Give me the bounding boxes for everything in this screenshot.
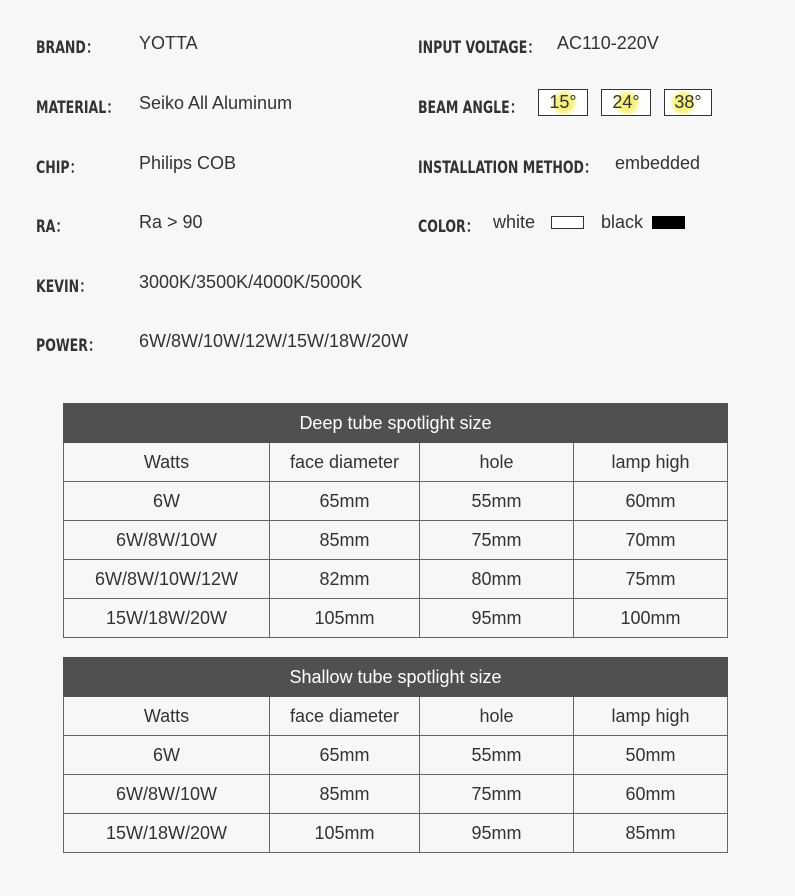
shallow-tube-size-table [63, 657, 728, 853]
brand-value: YOTTA [139, 33, 198, 53]
table-cell: 60mm [574, 482, 728, 521]
input-voltage-value: AC110-220V [557, 33, 659, 53]
chip-value: Philips COB [139, 153, 237, 173]
color-swatch-white[interactable] [551, 216, 584, 229]
table-cell: 80mm [420, 560, 574, 599]
table-cell: 65mm [270, 482, 420, 521]
material-value: Seiko All Aluminum [139, 93, 293, 113]
table-cell: 85mm [270, 521, 420, 560]
column-header: lamp high [574, 697, 728, 736]
table-row [64, 599, 728, 638]
table-row [64, 482, 728, 521]
table-cell: 6W [64, 482, 270, 521]
table-cell: 82mm [270, 560, 420, 599]
table-header-row [64, 443, 728, 482]
table-cell: 75mm [420, 775, 574, 814]
table-cell: 15W/18W/20W [64, 814, 270, 853]
table-cell: 70mm [574, 521, 728, 560]
kevin-label: KEVIN： [36, 277, 94, 297]
table-cell: 100mm [574, 599, 728, 638]
column-header: lamp high [574, 443, 728, 482]
material-label: MATERIAL： [36, 98, 121, 118]
beam-angle-option-label: 15° [549, 92, 577, 112]
chip-label: CHIP： [36, 158, 84, 178]
beam-angle-option-label: 24° [612, 92, 640, 112]
table-title: Deep tube spotlight size [64, 404, 728, 443]
beam-angle-option-15[interactable] [538, 89, 588, 116]
column-header: hole [420, 443, 574, 482]
table-row [64, 521, 728, 560]
table-row [64, 775, 728, 814]
ra-value: Ra > 90 [139, 212, 203, 232]
table-cell: 95mm [420, 814, 574, 853]
column-header: hole [420, 697, 574, 736]
table-cell: 95mm [420, 599, 574, 638]
table-cell: 75mm [420, 521, 574, 560]
input-voltage-label: INPUT VOLTAGE： [418, 38, 542, 58]
table-cell: 105mm [270, 814, 420, 853]
beam-angle-option-label: 38° [674, 92, 702, 112]
table-cell: 60mm [574, 775, 728, 814]
column-header: face diameter [270, 443, 420, 482]
kevin-value: 3000K/3500K/4000K/5000K [139, 272, 363, 292]
power-value: 6W/8W/10W/12W/15W/18W/20W [139, 331, 409, 351]
table-cell: 65mm [270, 736, 420, 775]
brand-label: BRAND： [36, 38, 100, 58]
color-label: COLOR： [418, 217, 480, 237]
table-cell: 6W/8W/10W [64, 775, 270, 814]
table-cell: 15W/18W/20W [64, 599, 270, 638]
table-cell: 85mm [574, 814, 728, 853]
color-option-black-label: black [601, 212, 644, 232]
table-row [64, 560, 728, 599]
table-cell: 55mm [420, 736, 574, 775]
color-swatch-black[interactable] [652, 216, 685, 229]
table-cell: 75mm [574, 560, 728, 599]
installation-method-value: embedded [615, 153, 701, 173]
table-cell: 55mm [420, 482, 574, 521]
table-cell: 6W [64, 736, 270, 775]
column-header: face diameter [270, 697, 420, 736]
color-option-white-label: white [493, 212, 536, 232]
table-cell: 6W/8W/10W/12W [64, 560, 270, 599]
ra-label: RA： [36, 217, 70, 237]
table-title: Shallow tube spotlight size [64, 658, 728, 697]
beam-angle-label: BEAM ANGLE： [418, 98, 524, 118]
table-cell: 50mm [574, 736, 728, 775]
beam-angle-option-38[interactable] [664, 89, 712, 116]
column-header: Watts [64, 697, 270, 736]
table-cell: 6W/8W/10W [64, 521, 270, 560]
power-label: POWER： [36, 336, 102, 356]
table-cell: 105mm [270, 599, 420, 638]
table-header-row [64, 697, 728, 736]
beam-angle-option-24[interactable] [601, 89, 651, 116]
table-cell: 85mm [270, 775, 420, 814]
column-header: Watts [64, 443, 270, 482]
table-row [64, 736, 728, 775]
installation-method-label: INSTALLATION METHOD： [418, 158, 598, 178]
table-row [64, 814, 728, 853]
deep-tube-size-table [63, 403, 728, 638]
